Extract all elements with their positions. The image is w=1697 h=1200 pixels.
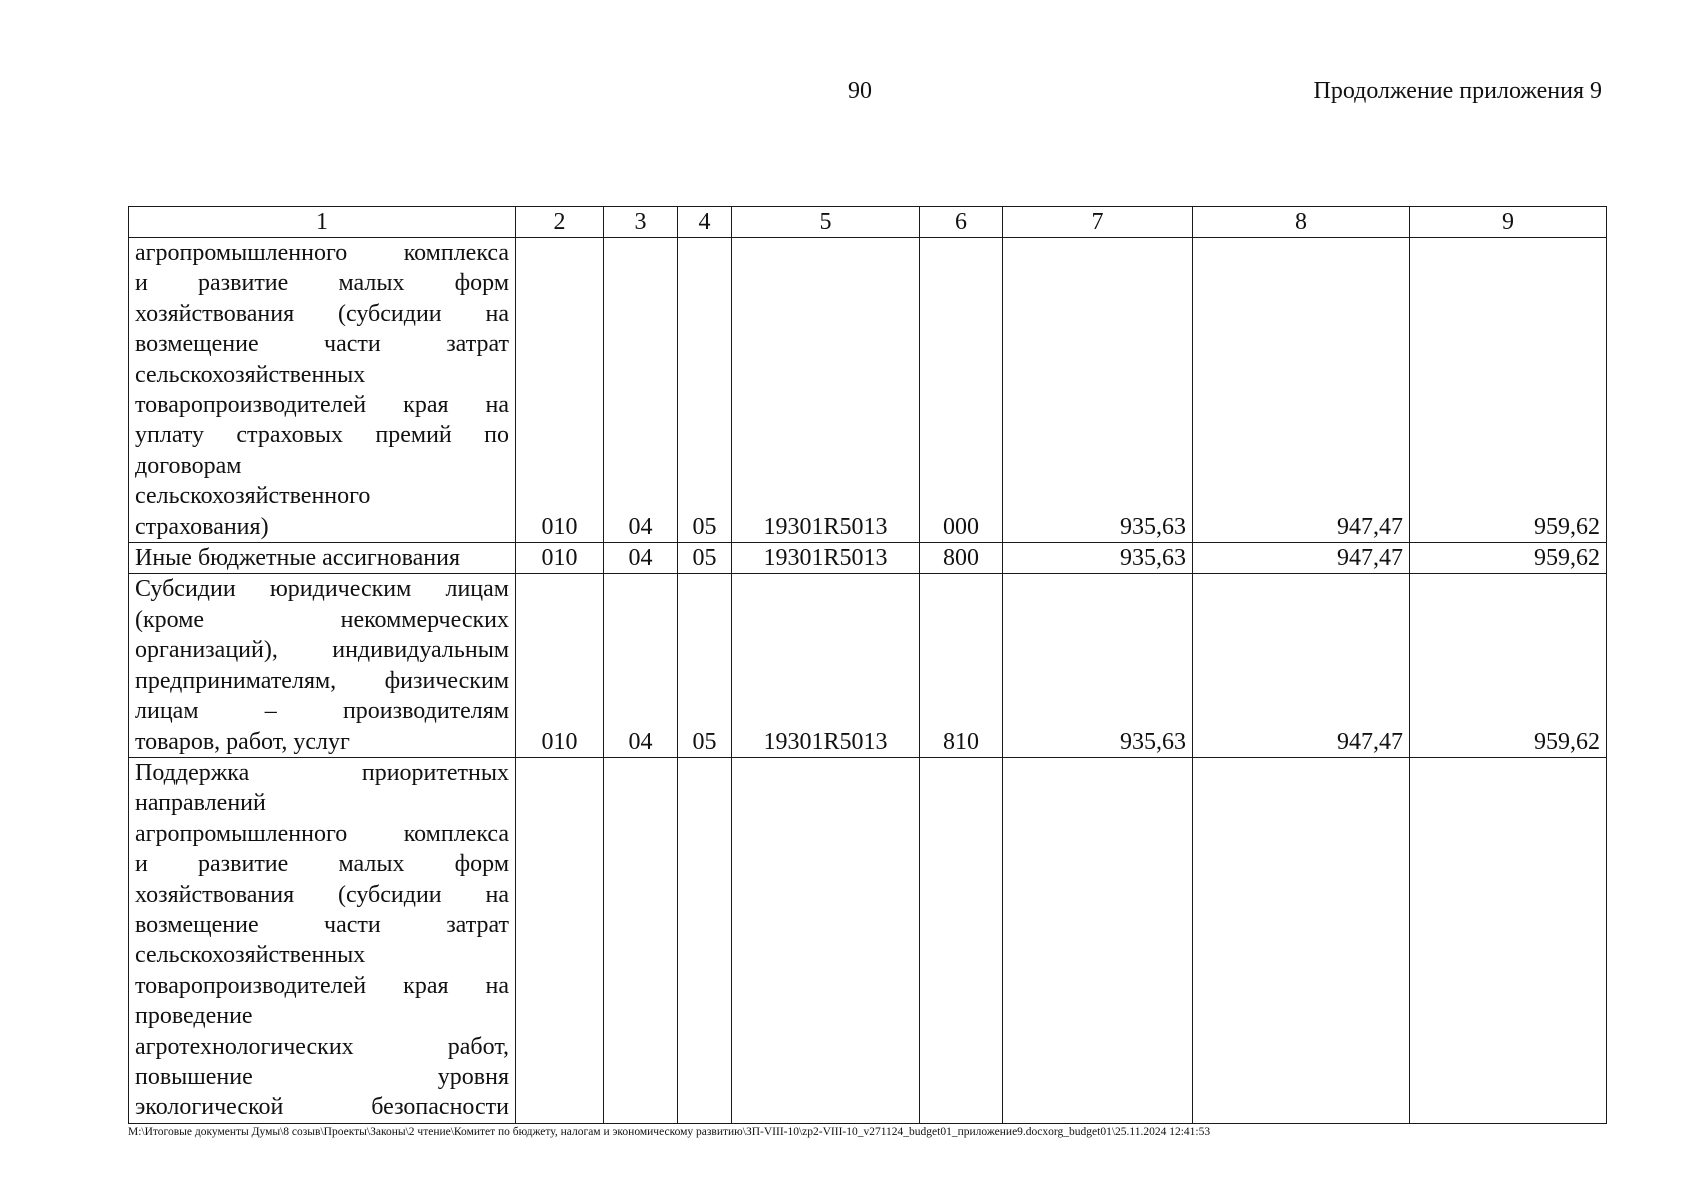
amount-year-1: 935,63 [1003,238,1193,543]
description-line: товаров, работ, услуг [135,728,350,755]
page-number: 90 [848,78,872,104]
description-line: товаропроизводителей края на [135,392,509,419]
amount-year-3: 959,62 [1410,543,1607,574]
column-number: 9 [1410,207,1607,238]
description-line: страхования) [135,513,269,540]
appendix-label: Продолжение приложения 9 [1313,78,1602,104]
column-number: 3 [604,207,678,238]
subsection-code: 05 [678,543,732,574]
table-row [129,543,1607,574]
description-line: сельскохозяйственного [135,483,371,510]
target-article-code: 19301R5013 [732,543,920,574]
ministry-code: 010 [516,574,604,757]
amount-year-3 [1410,757,1607,1123]
description-line: возмещение части затрат [135,911,509,938]
subsection-code: 05 [678,574,732,757]
budget-table [128,206,1607,1124]
description-line: агропромышленного комплекса [135,820,509,847]
description-line: агротехнологических работ, [135,1033,509,1060]
amount-year-1: 935,63 [1003,543,1193,574]
column-number: 1 [129,207,516,238]
column-number: 2 [516,207,604,238]
amount-year-2 [1193,757,1410,1123]
amount-year-1: 935,63 [1003,574,1193,757]
table-row [129,238,1607,543]
expense-type-code: 000 [920,238,1003,543]
row-description [129,238,516,543]
section-code: 04 [604,543,678,574]
description-line: товаропроизводителей края на [135,972,509,999]
expense-type-code: 810 [920,574,1003,757]
description-line: уплату страховых премий по [135,422,509,449]
description-line: предпринимателям, физическим [135,667,509,694]
column-number: 4 [678,207,732,238]
amount-year-2: 947,47 [1193,543,1410,574]
table-row [129,757,1607,1123]
amount-year-3: 959,62 [1410,574,1607,757]
description-line: экологической безопасности [135,1094,509,1121]
target-article-code: 19301R5013 [732,238,920,543]
description-line: Поддержка приоритетных [135,759,509,786]
description-line: хозяйствования (субсидии на [135,300,509,327]
column-number: 6 [920,207,1003,238]
description-line: агропромышленного комплекса [135,240,509,266]
description-line: проведение [135,1003,253,1030]
section-code: 04 [604,238,678,543]
description-line: лицам – производителям [135,698,509,725]
description-line: направлений [135,790,266,817]
section-code: 04 [604,574,678,757]
expense-type-code: 800 [920,543,1003,574]
ministry-code: 010 [516,543,604,574]
column-number: 7 [1003,207,1193,238]
column-number: 5 [732,207,920,238]
description-line: повышение уровня [135,1063,509,1090]
row-description [129,757,516,1123]
description-line: сельскохозяйственных [135,361,366,388]
column-number-row [129,207,1607,238]
description-line: сельскохозяйственных [135,942,366,969]
description-line: (кроме некоммерческих [135,606,509,633]
expense-type-code [920,757,1003,1123]
column-number: 8 [1193,207,1410,238]
description-line: Иные бюджетные ассигнования [135,545,460,572]
description-line: Субсидии юридическим лицам [135,576,509,603]
amount-year-2: 947,47 [1193,238,1410,543]
ministry-code [516,757,604,1123]
description-line: хозяйствования (субсидии на [135,881,509,908]
amount-year-1 [1003,757,1193,1123]
target-article-code [732,757,920,1123]
amount-year-2: 947,47 [1193,574,1410,757]
description-line: договорам [135,452,242,479]
row-description [129,574,516,757]
description-line: организаций), индивидуальным [135,637,509,664]
subsection-code: 05 [678,238,732,543]
file-path-footer: М:\Итоговые документы Думы\8 созыв\Проекты\Законы\2 чтение\Комитет по бюджету, налогам и экономическому развитию\ЗП-VIII-10\zp2-VIII-10_v271124_budget01_приложение9.docxorg_budget01\25.11.2024 12:41:53 [128,1126,1211,1138]
amount-year-3: 959,62 [1410,238,1607,543]
subsection-code [678,757,732,1123]
row-description [129,543,516,574]
ministry-code: 010 [516,238,604,543]
table-row [129,574,1607,757]
description-line: и развитие малых форм [135,851,509,878]
description-line: и развитие малых форм [135,270,509,297]
description-line: возмещение части затрат [135,331,509,358]
target-article-code: 19301R5013 [732,574,920,757]
section-code [604,757,678,1123]
